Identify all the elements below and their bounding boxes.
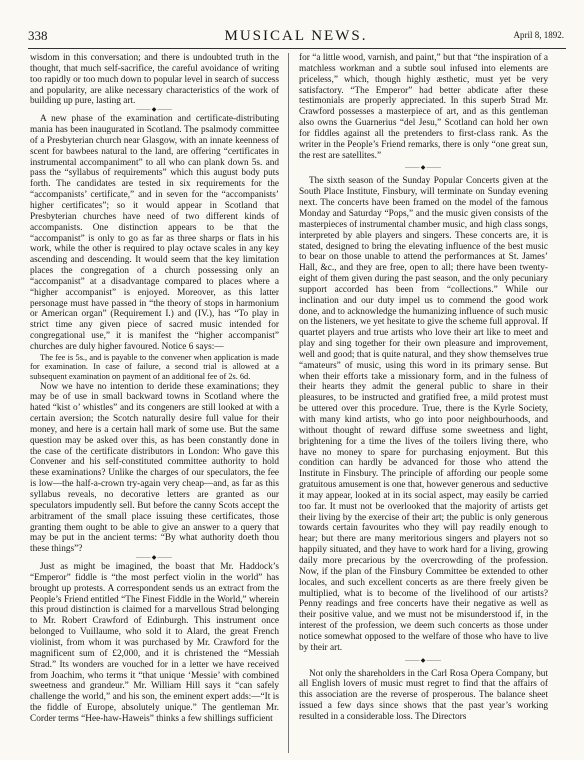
paragraph-finest-fiddle: Just as might be imagined, the boast that Mr. Haddock’s “Emperor” fiddle is “the most perfect violin in the world” has brought up protests. A correspondent sends us an extract from the People’s Friend entitled “The Finest Fiddle in the World,” wherein this proud distinction is claimed for a marvellous Strad belonging to Mr. Robert Crawford of Edinburgh. This instrument once belonged to Vuillaume, who sold it to Alard, the great French violinist, from whom it was purchased by Mr. Crawford for the magnificent sum of £2,000, and it is christened the “Messiah Strad.” Its wonders are vouched for in a letter we have received from Joachim, who terms it “that unique ‘Messie’ with combined sweetness and grandeur.” Mr. William Hill says it “can safely challenge the world,” and his son, the eminent expert adds:—“It is the fiddle of Europe, absolutely unique.” The gentleman Mr. Corder terms “Hee-haw-Haweis” thinks a few shillings sufficient — [30, 562, 279, 724]
paragraph-fee-note: The fee is 5s., and is payable to the convener when application is made for examination. In case of failure, a second trial is allowed at a subsequent examination on payment of an additional fee of 2s. 6d. — [30, 352, 279, 381]
section-separator: ⸻◆⸻ — [404, 657, 443, 664]
section-separator: ⸻◆⸻ — [135, 555, 174, 562]
page-number: 338 — [28, 28, 48, 43]
paragraph-wisdom: wisdom in this conversation; and there is undoubted truth in the thought, that much self-sacrifice, the careful avoidance of writing too rapidly or too much down to popular level in search of success and popularity, are alike necessary characteristics of the work of building up pure, lasting art. — [30, 53, 279, 107]
paragraph-sunday-concerts: The sixth season of the Sunday Popular Concerts given at the South Place Institute, Finsbury, will terminate on Sunday evening next. The concerts have been framed on the model of the famous Monday and Saturday “Pops,” and the music given consists of the masterpieces of instrumental chamber music, and high class songs, interpreted by able players and singers. These concerts are, it is stated, designed to bring the elevating influence of the best music to bear on those unable to attend the performances at St. James’ Hall, &c., and they are free, open to all; there have been twenty-eight of them given during the past season, and the only pecuniary support accorded has been from “collections.” While our inclination and our duty impel us to commend the good work done, and to acknowledge the humanizing influence of such music on the listeners, we yet hesitate to give the scheme full approval. If quartet players and true artists who love their art like to meet and play and sing together for their own pleasure and improvement, well and good; that is quite natural, and they show themselves true “amateurs” of music, using this word in its primary sense. But when their efforts take a missionary form, and in the fulness of their hearts they admit the general public to share in their pleasures, to be instructed and gratified free, a mild protest must be uttered over this procedure. True, there is the Kyrle Society, with many kind artists, who go into poor neighbourhoods, and without thought of reward diffuse some sweetness and light, brightening for a time the lives of the toilers living there, who have no money to spare for purchasing enjoyment. But this condition can hardly be advanced for those who attend the Institute in Finsbury. The principle of affording our people some gratuitous amusement is one that, however generous and seductive it may appear, looked at in its social aspect, may easily be carried too far. It must not be overlooked that the majority of artists get their living by the exercise of their art; the public is only generous towards certain favourites who they will pay readily enough to hear; but there are many meritorious singers and players not so happily situated, and they have to work hard for a living, growing daily more precarious by the overcrowding of the profession. Now, if the plan of the Finsbury Committee be extended to other locales, and such excellent concerts as are there freely given be multiplied, what is to become of the livelihood of our artists? Penny readings and free concerts have their negative as well as their positive value, and we must not be misunderstood if, in the interest of the profession, we deem such concerts as those under notice somewhat opposed to the welfare of those who have to live by their art. — [299, 176, 548, 653]
header-rule — [28, 48, 566, 49]
paragraph-fiddle-continued: for “a little wood, varnish, and paint,” but that “the inspiration of a matchless workman and a subtle soul infused into elements are priceless,” which, though highly æsthetic, must yet be very satisfactory. “The Emperor” had better abdicate after these testimonials are properly appreciated. In this superb Strad Mr. Crawford possesses a masterpiece of art, and as this gentleman also owns the Guarnerius “del Jesu,” Scotland can hold her own for fiddles against all the pretenders to first-class rank. As the writer in the People’s Friend remarks, there is only “one great sun, the rest are satellites.” — [299, 53, 548, 161]
paragraph-carl-rosa: Not only the shareholders in the Carl Rosa Opera Company, but all English lovers of music must regret to find that the affairs of this association are the reverse of prosperous. The balance sheet issued a few days since shows that the past year’s working resulted in a considerable loss. The Directors — [299, 668, 548, 722]
section-separator: ⸻◆⸻ — [404, 165, 443, 172]
paragraph-examination-mania: A new phase of the examination and certificate-distributing mania has been inaugurated in Scotland. The psalmody committee of a Presbyterian church near Glasgow, with an innate keenness of scent for bawbees natural to the land, are offering “certificates in instrumental accompaniment” to all who can plank down 5s. and pass the “syllabus of requirements” which this august body puts forth. The candidates are tested in six requirements for the “accompanists’ certificate,” and in seven for the “accompanists’ higher certificates”; so it would appear in Scotland that Presbyterian churches have need of two different kinds of accompanists. One distinction appears to be that the “accompanist” is only to go as far as three sharps or flats in his work, while the other is required to play octave scales in any key ascending and descending. It would seem that the key limitation places the congregation of a church possessing only an “accompanist” at a disadvantage compared to places where a “higher accompanist” is enjoyed. Moreover, as this latter personage must have passed in “the theory of stops in harmonium or American organ” (Requirement I.) and (IV.), has “To play in strict time any given piece of sacred music intended for congregational use,” it is manifest the “higher accompanist” churches are duly higher favoured. Notice 6 says:— — [30, 114, 279, 352]
journal-title: MUSICAL NEWS. — [224, 28, 368, 44]
paragraph-examinations-opinion: Now we have no intention to deride these examinations; they may be of use in small backward towns in Scotland where the hated “kist o’ whistles” and its congeners are still looked at with a certain aversion; the Scotch naturally desire full value for their money, and here is a certain hall mark of some use. But the same question may be asked over this, as has been constantly done in the case of the certificate distributors in London: Who gave this Convener and his self-constituted committee authority to hold these examinations? Unlike the charges of our speculators, the fee is low—the half-a-crown try-again very cheap—and, as far as this syllabus reveals, no decorative letters are granted as our speculators impudently sell. But before the canny Scots accept the arbitrament of the small place issuing these certificates, those granting them ought to be able to give an answer to a query that may be put in the ancient terms: “By what authority doeth thou these things”? — [30, 381, 279, 555]
issue-date: April 8, 1892. — [513, 30, 564, 40]
right-column — [299, 53, 548, 723]
page-header — [28, 28, 564, 46]
section-separator: ⸻◆⸻ — [135, 107, 174, 114]
column-divider — [288, 53, 289, 753]
left-column — [30, 53, 279, 725]
